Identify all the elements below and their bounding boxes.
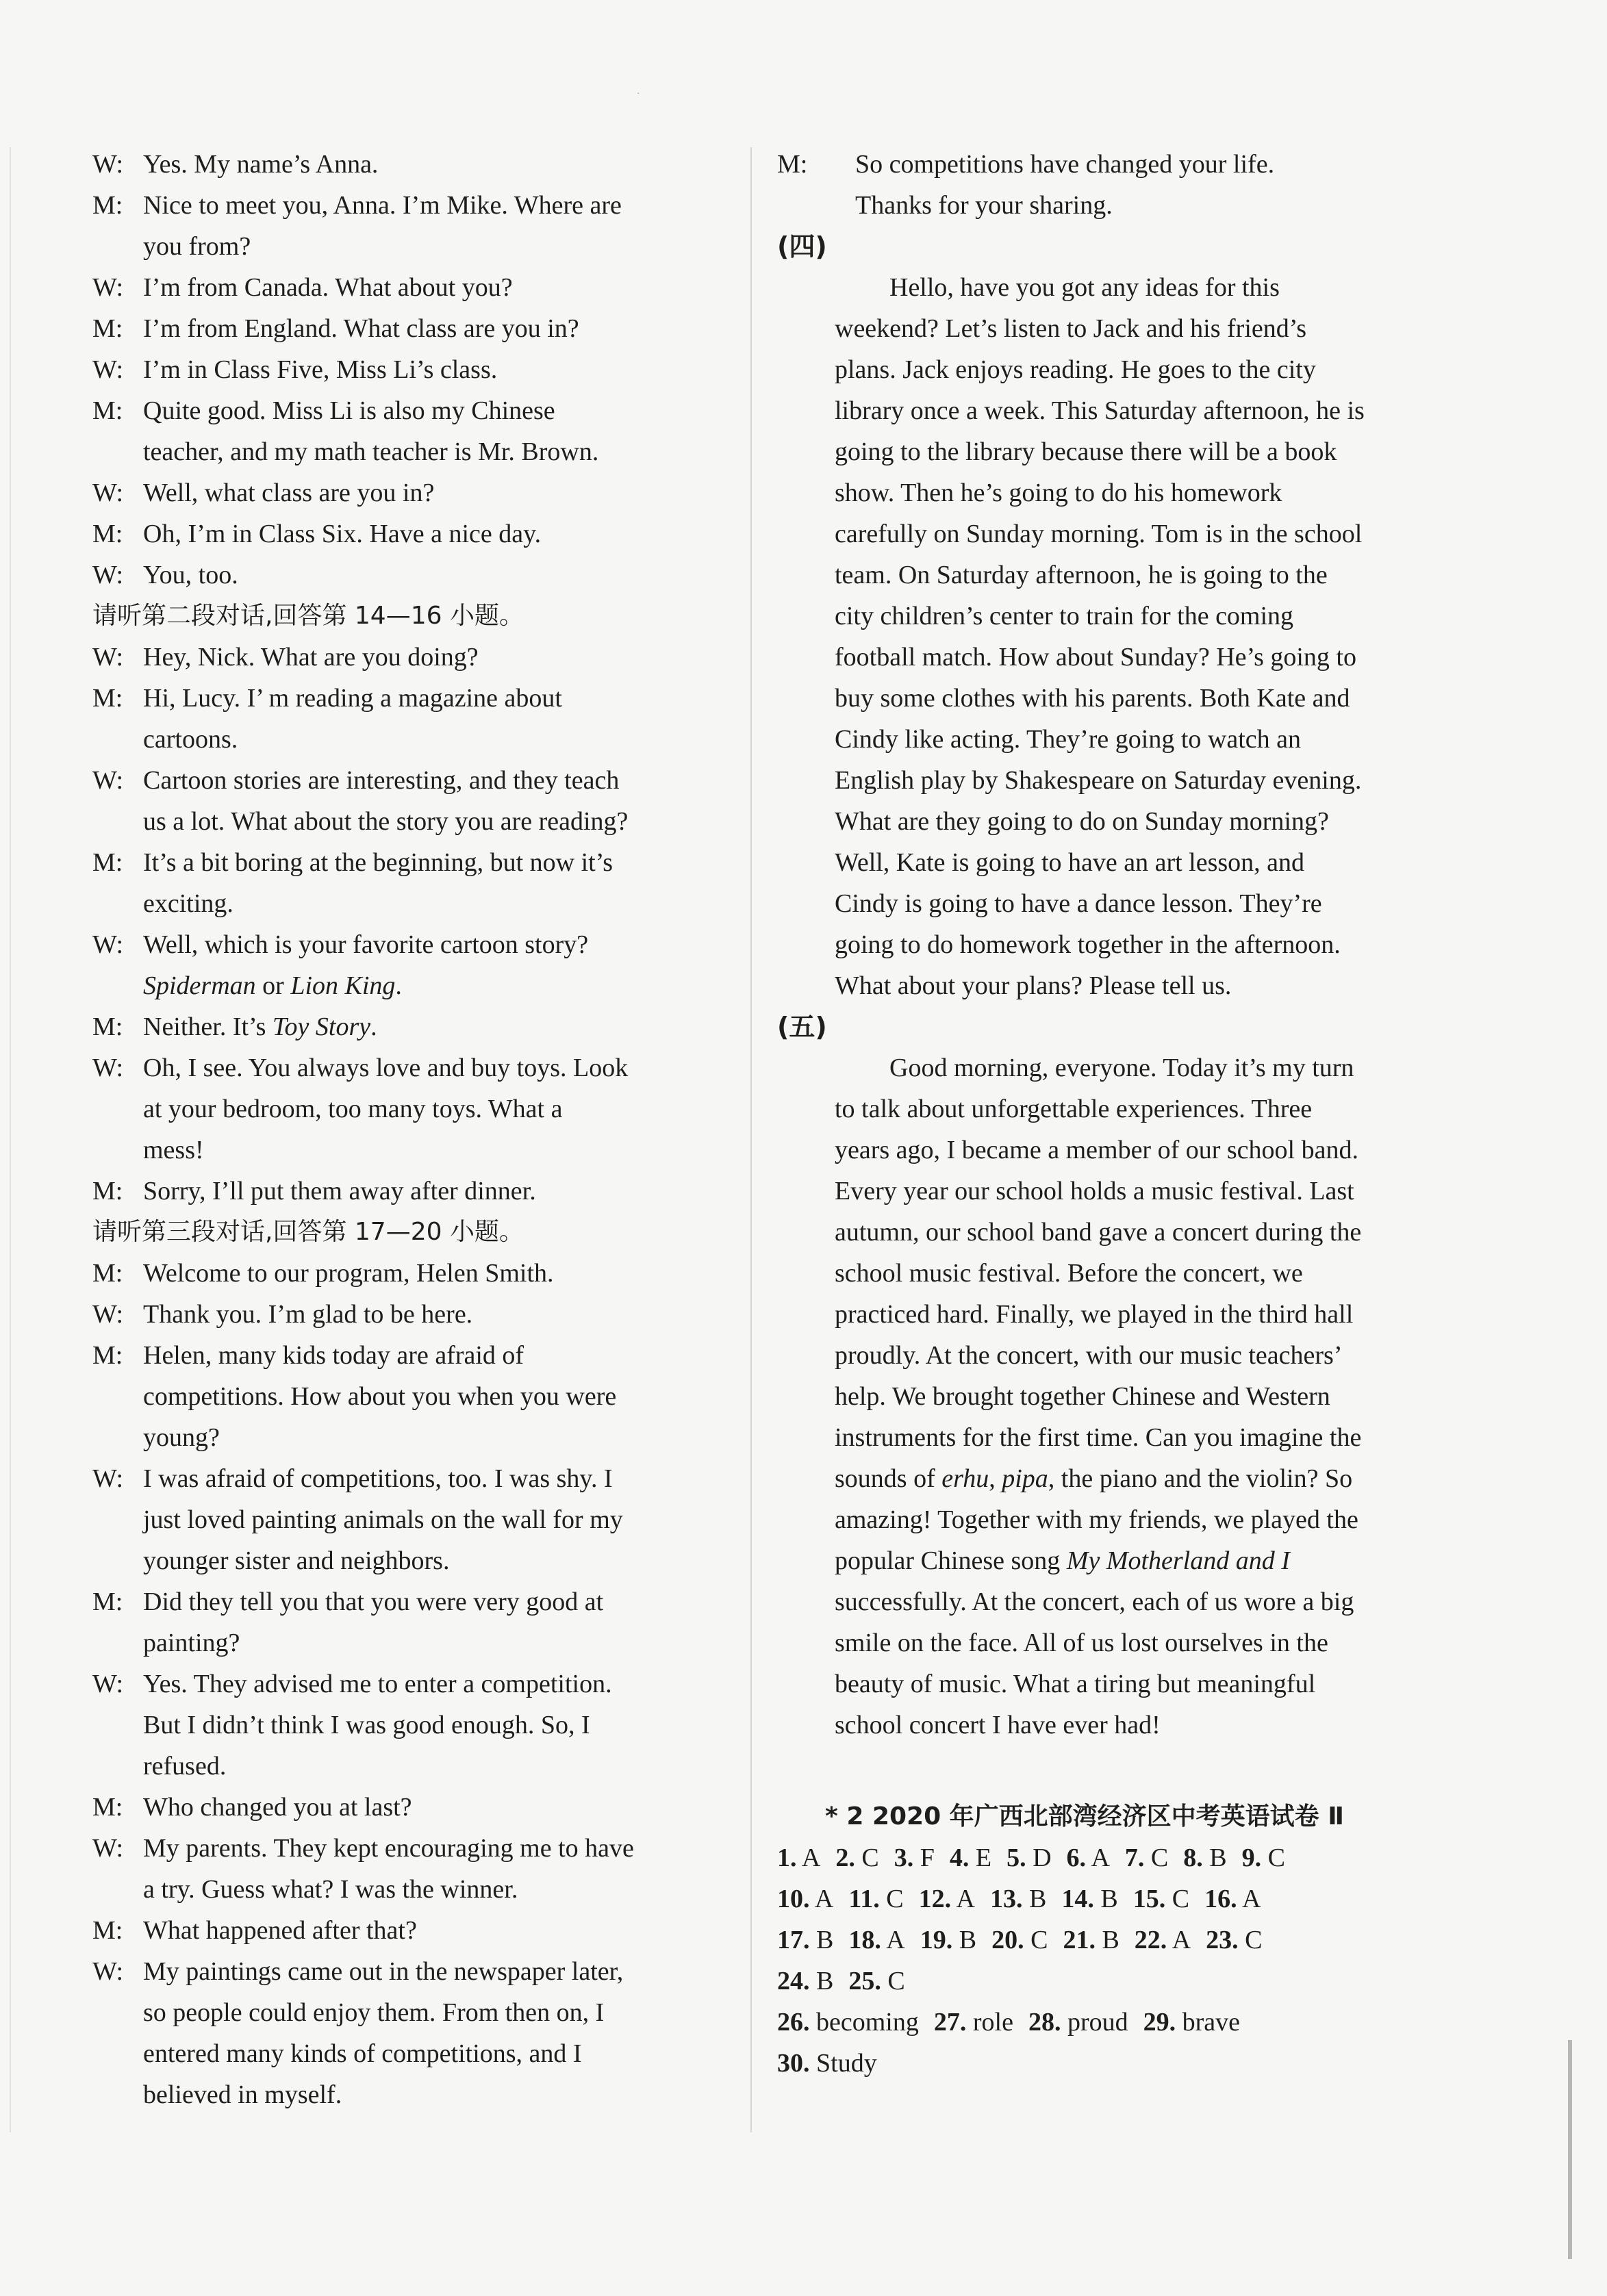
dialogue-line — [92, 637, 726, 678]
dialogue-line — [92, 1622, 726, 1663]
dialogue-line — [777, 144, 1469, 185]
dialogue-line — [92, 1705, 726, 1746]
dialogue-line — [92, 185, 726, 226]
answer-value: C — [1030, 1926, 1048, 1954]
question-number: 8. — [1183, 1844, 1203, 1872]
dialogue-line — [92, 1294, 726, 1335]
question-number: 26. — [777, 2008, 810, 2037]
speaker-label: W: — [92, 1464, 124, 1493]
speaker-label: W: — [92, 273, 124, 302]
dialogue-text: Oh, I see. You always love and buy toys. Look — [143, 1054, 629, 1082]
dialogue-text: Well, which is your favorite cartoon story? — [143, 930, 589, 959]
passage-line: city children’s center to train for the coming — [835, 602, 1294, 630]
dialogue-line — [92, 472, 726, 513]
answer-value: B — [816, 1926, 834, 1954]
speaker-label: W: — [92, 930, 124, 959]
answer-value: Study — [816, 2049, 877, 2078]
dialogue-text: My paintings came out in the newspaper later, — [143, 1957, 624, 1986]
dialogue-line — [92, 1663, 726, 1705]
question-number: 25. — [848, 1967, 881, 1995]
answer-item — [777, 2002, 919, 2043]
answer-value: C — [887, 1967, 905, 1995]
section-instruction: 请听第二段对话,回答第 14—16 小题。 — [92, 602, 524, 630]
speaker-label: W: — [92, 1300, 124, 1329]
answer-value: D — [1033, 1844, 1052, 1872]
question-number: 18. — [848, 1926, 881, 1954]
passage-line: Well, Kate is going to have an art lesson, and — [835, 848, 1305, 877]
question-number: 7. — [1124, 1844, 1145, 1872]
dialogue-text: Quite good. Miss Li is also my Chinese — [143, 396, 555, 425]
answer-item — [920, 1919, 976, 1961]
answer-value: C — [886, 1885, 904, 1913]
dialogue-line — [92, 1910, 726, 1951]
italic-term: pipa — [1002, 1464, 1048, 1493]
exam-title: * 2 2020 年广西北部湾经济区中考英语试卷 Ⅱ — [825, 1802, 1344, 1831]
dialogue-text: Thanks for your sharing. — [855, 191, 1113, 220]
passage-line: popular Chinese song My Motherland and I — [835, 1546, 1290, 1575]
passage-line: What are they going to do on Sunday morning? — [835, 807, 1329, 836]
dialogue-text: Hi, Lucy. I’ m reading a magazine about — [143, 684, 562, 713]
answer-item — [1028, 2002, 1128, 2043]
answer-value: C — [1267, 1844, 1285, 1872]
dialogue-text: What happened after that? — [143, 1916, 417, 1945]
dialogue-text: So competitions have changed your life. — [855, 150, 1275, 179]
dialogue-text: Yes. My name’s Anna. — [143, 150, 379, 179]
dialogue-line — [92, 1417, 726, 1458]
answer-item — [848, 1919, 904, 1961]
speaker-label: M: — [92, 520, 123, 548]
question-number: 6. — [1066, 1844, 1087, 1872]
answer-row — [777, 1919, 1469, 1961]
dialogue-line — [92, 267, 726, 308]
question-number: 15. — [1133, 1885, 1166, 1913]
question-number: 28. — [1028, 2008, 1061, 2037]
dialogue-text: believed in myself. — [143, 2080, 342, 2109]
dialogue-line — [92, 308, 726, 349]
speaker-label: W: — [92, 1054, 124, 1082]
answer-value: becoming — [816, 2008, 919, 2037]
dialogue-line — [92, 1130, 726, 1171]
question-number: 21. — [1063, 1926, 1096, 1954]
passage-line: team. On Saturday afternoon, he is going to the — [835, 561, 1328, 589]
answer-value: F — [920, 1844, 935, 1872]
answer-row — [777, 2002, 1469, 2043]
answer-item — [777, 1919, 833, 1961]
dialogue-text: I was afraid of competitions, too. I was shy. I — [143, 1464, 613, 1493]
dialogue-line — [92, 965, 726, 1006]
passage-line: What about your plans? Please tell us. — [835, 971, 1232, 1000]
passage-line: Hello, have you got any ideas for this — [889, 273, 1280, 302]
passage-line: going to do homework together in the afternoon. — [835, 930, 1341, 959]
question-number: 12. — [918, 1885, 952, 1913]
passage-line: weekend? Let’s listen to Jack and his friend’s — [835, 314, 1307, 343]
dialogue-line — [92, 1006, 726, 1047]
speaker-label: M: — [92, 684, 123, 713]
section-instruction: 请听第三段对话,回答第 17—20 小题。 — [92, 1218, 524, 1246]
dialogue-line — [92, 1088, 726, 1130]
passage-line: carefully on Sunday morning. Tom is in the school — [835, 520, 1363, 548]
passage-line: Cindy like acting. They’re going to watch an — [835, 725, 1302, 754]
speaker-label: W: — [92, 643, 124, 672]
answer-item — [848, 1878, 903, 1919]
answer-value: C — [1245, 1926, 1263, 1954]
question-number: 19. — [920, 1926, 953, 1954]
answer-value: C — [1172, 1885, 1190, 1913]
speaker-label: M: — [92, 191, 123, 220]
dialogue-text: so people could enjoy them. From then on, I — [143, 1998, 605, 2027]
passage-line: help. We brought together Chinese and Western — [835, 1382, 1330, 1411]
dialogue-text: mess! — [143, 1136, 204, 1164]
passage-line: school concert I have ever had! — [835, 1711, 1161, 1739]
speaker-label: W: — [92, 561, 124, 589]
question-number: 11. — [848, 1885, 880, 1913]
speaker-label: M: — [92, 1259, 123, 1288]
answer-value: brave — [1182, 2008, 1240, 2037]
answer-value: role — [972, 2008, 1013, 2037]
question-number: 27. — [933, 2008, 967, 2037]
answer-value: A — [801, 1844, 821, 1872]
dialogue-text: refused. — [143, 1752, 227, 1781]
dialogue-line — [92, 924, 726, 965]
answer-value: proud — [1067, 2008, 1128, 2037]
question-number: 23. — [1206, 1926, 1239, 1954]
passage-line: Every year our school holds a music festival. Last — [835, 1177, 1354, 1206]
answer-value: A — [1172, 1926, 1191, 1954]
question-number: 24. — [777, 1967, 810, 1995]
dialogue-text: Thank you. I’m glad to be here. — [143, 1300, 473, 1329]
dialogue-line — [92, 1581, 726, 1622]
dialogue-line — [92, 554, 726, 596]
dialogue-line — [92, 144, 726, 185]
print-speck: · — [637, 89, 640, 99]
answer-item — [777, 1878, 833, 1919]
answer-item — [894, 1837, 935, 1878]
dialogue-text: My parents. They kept encouraging me to have — [143, 1834, 634, 1863]
left-margin-line — [10, 147, 11, 2132]
passage-line: Good morning, everyone. Today it’s my turn — [889, 1054, 1354, 1082]
dialogue-text: cartoons. — [143, 725, 238, 754]
dialogue-line — [92, 1253, 726, 1294]
dialogue-text: you from? — [143, 232, 251, 261]
dialogue-line — [92, 801, 726, 842]
answer-value: A — [1091, 1844, 1110, 1872]
dialogue-line — [92, 883, 726, 924]
speaker-label: M: — [92, 1177, 123, 1206]
answer-item — [1206, 1919, 1262, 1961]
binding-mark — [1568, 2040, 1572, 2259]
passage-line: football match. How about Sunday? He’s going to — [835, 643, 1356, 672]
passage-line: autumn, our school band gave a concert during the — [835, 1218, 1362, 1247]
dialogue-text: us a lot. What about the story you are reading? — [143, 807, 629, 836]
answer-value: B — [959, 1926, 977, 1954]
italic-title: My Motherland and I — [1066, 1546, 1290, 1575]
section-label-5: (五) — [777, 1012, 827, 1042]
answer-row — [777, 1961, 1469, 2002]
speaker-label: W: — [92, 150, 124, 179]
dialogue-text: I’m from Canada. What about you? — [143, 273, 513, 302]
dialogue-text: Oh, I’m in Class Six. Have a nice day. — [143, 520, 542, 548]
speaker-label: M: — [92, 1341, 123, 1370]
passage-line: buy some clothes with his parents. Both Kate and — [835, 684, 1350, 713]
dialogue-text: Did they tell you that you were very good at — [143, 1587, 604, 1616]
question-number: 5. — [1007, 1844, 1026, 1872]
dialogue-line — [92, 1992, 726, 2033]
passage-line: amazing! Together with my friends, we played the — [835, 1505, 1358, 1534]
dialogue-line — [92, 1869, 726, 1910]
dialogue-line — [92, 349, 726, 390]
answer-item — [1183, 1837, 1226, 1878]
dialogue-line — [92, 2074, 726, 2115]
answer-value: B — [816, 1967, 834, 1995]
answer-item — [1007, 1837, 1051, 1878]
answer-item — [934, 2002, 1013, 2043]
speaker-label: W: — [92, 355, 124, 384]
dialogue-text: competitions. How about you when you were — [143, 1382, 617, 1411]
dialogue-line — [92, 719, 726, 760]
dialogue-line — [92, 431, 726, 472]
dialogue-text: I’m from England. What class are you in? — [143, 314, 579, 343]
speaker-label: M: — [92, 1916, 123, 1945]
dialogue-line — [92, 1171, 726, 1212]
passage-line: successfully. At the concert, each of us wore a big — [835, 1587, 1354, 1616]
dialogue-line — [777, 185, 1469, 226]
dialogue-line — [92, 1335, 726, 1376]
question-number: 20. — [991, 1926, 1024, 1954]
passage-line: beauty of music. What a tiring but meaningful — [835, 1670, 1316, 1698]
dialogue-text: entered many kinds of competitions, and I — [143, 2039, 582, 2068]
answer-item — [990, 1878, 1046, 1919]
question-number: 9. — [1241, 1844, 1262, 1872]
dialogue-text: You, too. — [143, 561, 238, 589]
speaker-label: W: — [92, 1670, 124, 1698]
dialogue-text: Welcome to our program, Helen Smith. — [143, 1259, 554, 1288]
dialogue-line — [92, 1540, 726, 1581]
question-number: 13. — [989, 1885, 1023, 1913]
dialogue-text: But I didn’t think I was good enough. So, I — [143, 1711, 590, 1739]
dialogue-line — [92, 1047, 726, 1088]
answer-value: B — [1028, 1885, 1047, 1913]
answer-row — [777, 2043, 1469, 2084]
dialogue-line — [92, 1828, 726, 1869]
speaker-label: M: — [777, 150, 808, 179]
passage-line: instruments for the first time. Can you imagine the — [835, 1423, 1362, 1452]
passage-line: sounds of erhu, pipa, the piano and the violin? So — [835, 1464, 1353, 1493]
dialogue-line — [92, 226, 726, 267]
dialogue-line — [92, 1376, 726, 1417]
question-number: 1. — [777, 1844, 797, 1872]
speaker-label: M: — [92, 848, 123, 877]
passage-line: to talk about unforgettable experiences. Three — [835, 1095, 1313, 1123]
speaker-label: W: — [92, 479, 124, 507]
answer-value: B — [1100, 1885, 1118, 1913]
dialogue-line — [92, 1787, 726, 1828]
dialogue-text: just loved painting animals on the wall for my — [143, 1505, 623, 1534]
dialogue-text: Cartoon stories are interesting, and they teach — [143, 766, 620, 795]
italic-title: Toy Story — [272, 1012, 371, 1041]
dialogue-line — [92, 1499, 726, 1540]
answer-item — [848, 1961, 904, 2002]
dialogue-text: I’m in Class Five, Miss Li’s class. — [143, 355, 498, 384]
italic-title: Spiderman — [143, 971, 256, 1000]
passage-line: show. Then he’s going to do his homework — [835, 479, 1282, 507]
left-column — [92, 144, 726, 2115]
answer-value: C — [861, 1844, 879, 1872]
dialogue-line — [92, 678, 726, 719]
dialogue-text: It’s a bit boring at the beginning, but now it’s — [143, 848, 613, 877]
question-number: 14. — [1061, 1885, 1094, 1913]
dialogue-text: exciting. — [143, 889, 233, 918]
answer-item — [1063, 1919, 1119, 1961]
answer-item — [1135, 1919, 1191, 1961]
dialogue-text: painting? — [143, 1629, 240, 1657]
dialogue-line — [92, 1746, 726, 1787]
answer-item — [777, 2043, 877, 2084]
passage-line: English play by Shakespeare on Saturday evening. — [835, 766, 1362, 795]
speaker-label: M: — [92, 396, 123, 425]
question-number: 3. — [894, 1844, 914, 1872]
speaker-label: M: — [92, 1012, 123, 1041]
answer-item — [1143, 2002, 1240, 2043]
question-number: 22. — [1134, 1926, 1167, 1954]
answer-row — [777, 1878, 1469, 1919]
dialogue-text: Spiderman or Lion King. — [143, 971, 402, 1000]
answer-item — [777, 1961, 833, 2002]
dialogue-text: Nice to meet you, Anna. I’m Mike. Where are — [143, 191, 622, 220]
dialogue-line — [92, 760, 726, 801]
answer-item — [1061, 1878, 1117, 1919]
passage-line: smile on the face. All of us lost ourselves in the — [835, 1629, 1328, 1657]
speaker-label: M: — [92, 1587, 123, 1616]
passage-line: practiced hard. Finally, we played in the third hall — [835, 1300, 1354, 1329]
answer-row — [777, 1837, 1469, 1878]
passage-line: proudly. At the concert, with our music teachers’ — [835, 1341, 1343, 1370]
dialogue-text: at your bedroom, too many toys. What a — [143, 1095, 563, 1123]
answer-item — [777, 1837, 820, 1878]
speaker-label: W: — [92, 1957, 124, 1986]
answer-item — [919, 1878, 975, 1919]
dialogue-text: Helen, many kids today are afraid of — [143, 1341, 524, 1370]
dialogue-line — [92, 2033, 726, 2074]
answer-value: B — [1102, 1926, 1119, 1954]
answer-item — [1067, 1837, 1110, 1878]
passage-line: going to the library because there will be a book — [835, 437, 1337, 466]
question-number: 30. — [777, 2049, 810, 2078]
dialogue-line — [92, 513, 726, 554]
question-number: 17. — [777, 1926, 810, 1954]
passage-line: years ago, I became a member of our school band. — [835, 1136, 1358, 1164]
answer-value: E — [975, 1844, 992, 1872]
dialogue-line — [92, 390, 726, 431]
dialogue-line — [92, 1951, 726, 1992]
answer-value: B — [1209, 1844, 1227, 1872]
dialogue-text: Who changed you at last? — [143, 1793, 412, 1822]
dialogue-text: Well, what class are you in? — [143, 479, 435, 507]
answer-item — [1125, 1837, 1168, 1878]
dialogue-line — [92, 1458, 726, 1499]
dialogue-text: a try. Guess what? I was the winner. — [143, 1875, 518, 1904]
speaker-label: W: — [92, 1834, 124, 1863]
answer-item — [950, 1837, 991, 1878]
dialogue-text: younger sister and neighbors. — [143, 1546, 450, 1575]
section-label-4: (四) — [777, 231, 827, 262]
answer-item — [991, 1919, 1048, 1961]
answer-item — [835, 1837, 878, 1878]
italic-term: erhu — [941, 1464, 989, 1493]
dialogue-text: Hey, Nick. What are you doing? — [143, 643, 479, 672]
question-number: 29. — [1143, 2008, 1176, 2037]
dialogue-text: Yes. They advised me to enter a competition. — [143, 1670, 612, 1698]
answer-value: A — [956, 1885, 975, 1913]
dialogue-text: teacher, and my math teacher is Mr. Brown. — [143, 437, 599, 466]
column-divider — [750, 147, 752, 2132]
passage-line: plans. Jack enjoys reading. He goes to the city — [835, 355, 1316, 384]
question-number: 4. — [949, 1844, 970, 1872]
passage-line: school music festival. Before the concert, we — [835, 1259, 1303, 1288]
dialogue-text: Neither. It’s Toy Story. — [143, 1012, 377, 1041]
question-number: 10. — [777, 1885, 810, 1913]
italic-title: Lion King — [290, 971, 396, 1000]
answer-item — [1242, 1837, 1285, 1878]
answer-value: C — [1150, 1844, 1169, 1872]
question-number: 2. — [835, 1844, 855, 1872]
passage-line: Cindy is going to have a dance lesson. They’re — [835, 889, 1322, 918]
dialogue-text: young? — [143, 1423, 220, 1452]
answer-value: A — [1241, 1885, 1261, 1913]
answer-value: A — [814, 1885, 834, 1913]
speaker-label: W: — [92, 766, 124, 795]
dialogue-line — [92, 842, 726, 883]
answer-value: A — [886, 1926, 905, 1954]
right-column — [777, 144, 1469, 2084]
question-number: 16. — [1204, 1885, 1237, 1913]
answer-item — [1204, 1878, 1261, 1919]
speaker-label: M: — [92, 1793, 123, 1822]
answer-item — [1133, 1878, 1189, 1919]
dialogue-text: Sorry, I’ll put them away after dinner. — [143, 1177, 536, 1206]
passage-line: library once a week. This Saturday afternoon, he is — [835, 396, 1365, 425]
speaker-label: M: — [92, 314, 123, 343]
